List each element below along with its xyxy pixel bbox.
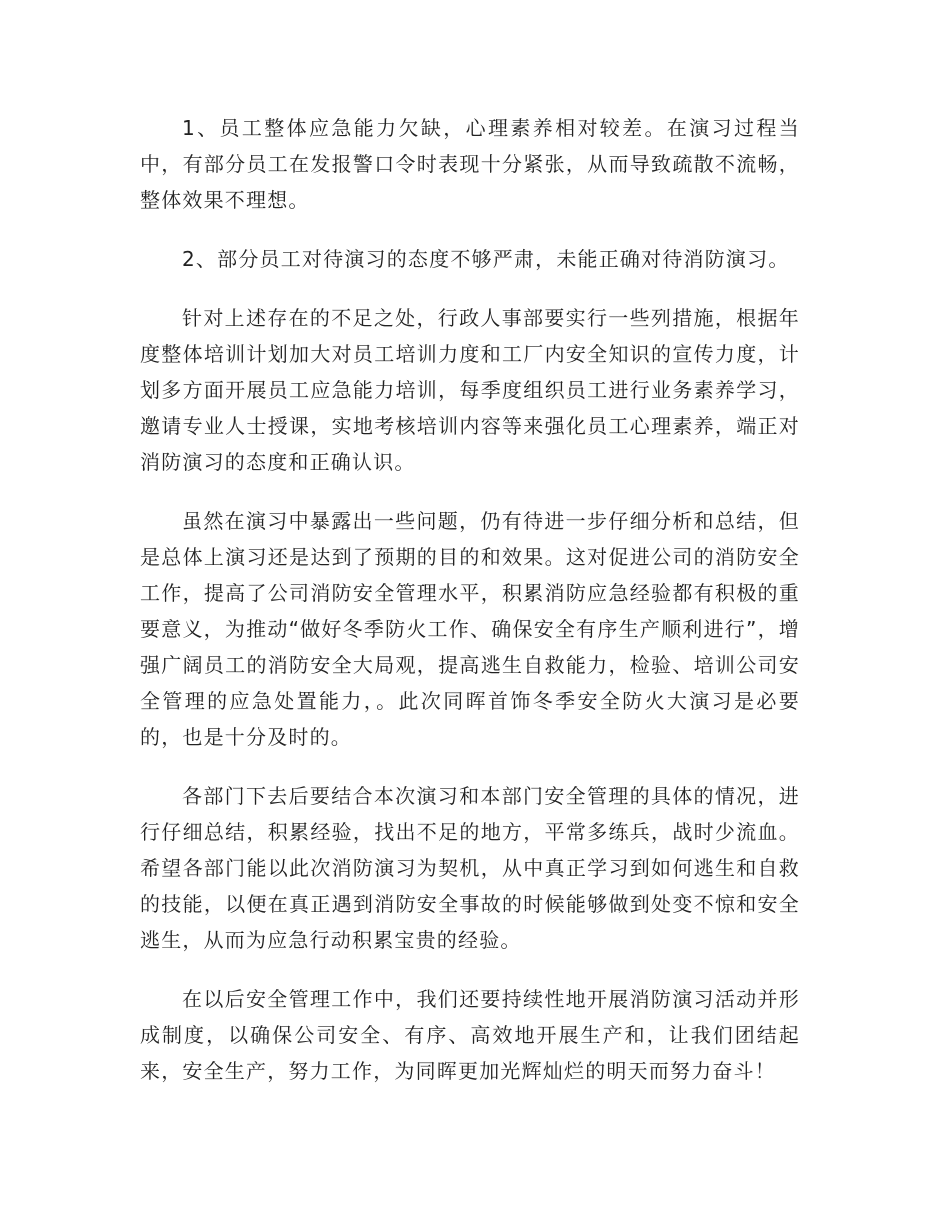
paragraph-4: 虽然在演习中暴露出一些问题，仍有待进一步仔细分析和总结，但是总体上演习还是达到了预期的目的和效果。这对促进公司的消防安全工作，提高了公司消防安全管理水平，积累消防应急经验都有积极的重要意义，为推动“做好冬季防火工作、确保安全有序生产顺利进行”，增强广阔员工的消防安全大局观，提高逃生自救能力，检验、培训公司安全管理的应急处置能力，。此次同晖首饰冬季安全防火大演习是必要的，也是十分及时的。 [140, 509, 800, 749]
document-body [140, 110, 800, 1112]
paragraph-5: 各部门下去后要结合本次演习和本部门安全管理的具体的情况，进行仔细总结，积累经验，找出不足的地方，平常多练兵，战时少流血。希望各部门能以此次消防演习为契机，从中真正学习到如何逃生和自救的技能，以便在真正遇到消防安全事故的时候能够做到处变不惊和安全逃生，从而为应急行动积累宝贵的经验。 [140, 784, 800, 952]
paragraph-6: 在以后安全管理工作中，我们还要持续性地开展消防演习活动并形成制度，以确保公司安全、有序、高效地开展生产和，让我们团结起来，安全生产，努力工作，为同晖更加光辉灿烂的明天而努力奋斗！ [140, 987, 800, 1083]
paragraph-3: 针对上述存在的不足之处，行政人事部要实行一些列措施，根据年度整体培训计划加大对员工培训力度和工厂内安全知识的宣传力度，计划多方面开展员工应急能力培训，每季度组织员工进行业务素养学习，邀请专业人士授课，实地考核培训内容等来强化员工心理素养，端正对消防演习的态度和正确认识。 [140, 306, 800, 474]
paragraph-1: 1、员工整体应急能力欠缺，心理素养相对较差。在演习过程当中，有部分员工在发报警口令时表现十分紧张，从而导致疏散不流畅，整体效果不理想。 [140, 116, 800, 212]
paragraph-2: 2、部分员工对待演习的态度不够严肃，未能正确对待消防演习。 [182, 247, 790, 271]
